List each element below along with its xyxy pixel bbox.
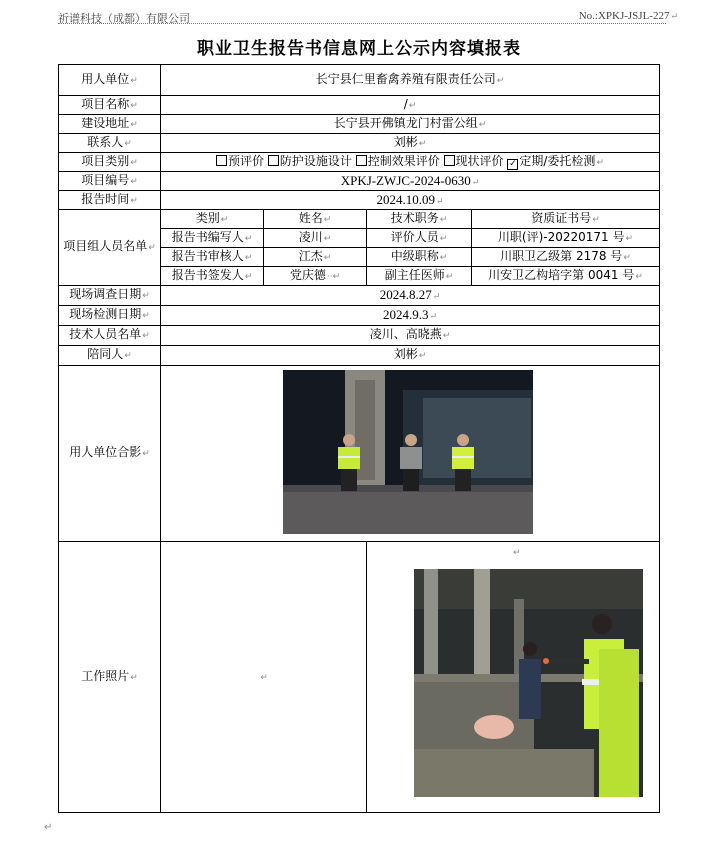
label-project-name: 项目名称↵ — [59, 96, 161, 115]
team-header-title: 技术职务↵ — [367, 210, 472, 229]
paragraph-mark: ↵ — [44, 822, 53, 833]
option-control-effect[interactable]: 控制效果评价 — [356, 154, 440, 168]
label-employer: 用人单位↵ — [59, 65, 161, 96]
label-group-photo: 用人单位合影↵ — [59, 366, 161, 542]
group-photo-illustration — [283, 370, 533, 534]
row-project-name — [59, 96, 660, 115]
label-contact: 联系人↵ — [59, 134, 161, 153]
header-divider — [58, 23, 666, 24]
team-cert: 川职(评)-20220171 号↵ — [472, 229, 660, 248]
team-title: 评价人员↵ — [367, 229, 472, 248]
label-team: 项目组人员名单↵ — [59, 210, 161, 286]
value-address: 长宁县开佛镇龙门村雷公组↵ — [161, 115, 660, 134]
team-header-role: 类别↵ — [161, 210, 264, 229]
team-name: 党庆德··↵ — [264, 267, 367, 286]
team-title: 中级职称↵ — [367, 248, 472, 267]
team-title: 副主任医师↵ — [367, 267, 472, 286]
value-report-time: 2024.10.09↵ — [161, 191, 660, 210]
value-project-name: /↵ — [161, 96, 660, 115]
row-work-photo — [59, 542, 660, 813]
row-survey-date — [59, 286, 660, 306]
option-protection-design[interactable]: 防护设施设计 — [268, 154, 352, 168]
team-name: 江杰↵ — [264, 248, 367, 267]
team-role: 报告书签发人↵ — [161, 267, 264, 286]
team-header-name: 姓名↵ — [264, 210, 367, 229]
label-survey-date: 现场调查日期↵ — [59, 286, 161, 306]
value-employer: 长宁县仁里畜禽养殖有限责任公司↵ — [161, 65, 660, 96]
team-cert: 川安卫乙构培字第 0041 号↵ — [472, 267, 660, 286]
work-photo-image — [414, 569, 643, 797]
option-status-evaluation[interactable]: 现状评价 — [444, 154, 504, 168]
checkbox-icon[interactable] — [216, 155, 227, 166]
header-company: 祈谱科技（成都）有限公司 — [58, 12, 190, 25]
row-project-no — [59, 172, 660, 191]
value-project-no: XPKJ-ZWJC-2024-0630↵ — [161, 172, 660, 191]
work-photo-cell-left: ↵ — [161, 542, 367, 813]
team-name: 凌川↵ — [264, 229, 367, 248]
group-photo-cell — [161, 366, 660, 542]
row-group-photo — [59, 366, 660, 542]
group-photo-image — [283, 370, 533, 534]
row-contact — [59, 134, 660, 153]
label-address: 建设地址↵ — [59, 115, 161, 134]
label-category: 项目类别↵ — [59, 153, 161, 172]
value-test-date: 2024.9.3↵ — [161, 306, 660, 326]
label-test-date: 现场检测日期↵ — [59, 306, 161, 326]
label-escort: 陪同人↵ — [59, 346, 161, 366]
label-tech-staff: 技术人员名单↵ — [59, 326, 161, 346]
option-periodic-testing[interactable]: ✓ 定期/委托检测 — [509, 153, 596, 169]
row-report-time — [59, 191, 660, 210]
team-header-cert: 资质证书号↵ — [472, 210, 660, 229]
work-photo-illustration — [414, 569, 643, 797]
value-contact: 刘彬↵ — [161, 134, 660, 153]
checkbox-icon[interactable] — [444, 155, 455, 166]
option-pre-evaluation[interactable]: 预评价 — [216, 154, 264, 168]
label-project-no: 项目编号↵ — [59, 172, 161, 191]
checkbox-icon[interactable] — [268, 155, 279, 166]
header-doc-no: No.:XPKJ-JSJL-227↵ — [578, 10, 678, 22]
row-address — [59, 115, 660, 134]
row-tech-staff — [59, 326, 660, 346]
work-photo-cell-right — [367, 542, 660, 813]
info-form-table — [58, 64, 660, 813]
value-escort: 刘彬↵ — [161, 346, 660, 366]
team-cert: 川职卫乙级第 2178 号↵ — [472, 248, 660, 267]
team-role: 报告书审核人↵ — [161, 248, 264, 267]
checkbox-icon[interactable] — [356, 155, 367, 166]
row-employer — [59, 65, 660, 96]
page-title: 职业卫生报告书信息网上公示内容填报表 — [197, 39, 521, 59]
row-escort — [59, 346, 660, 366]
checkbox-checked-icon[interactable]: ✓ — [509, 158, 517, 169]
paragraph-mark: ↵ — [513, 548, 521, 558]
value-survey-date: 2024.8.27↵ — [161, 286, 660, 306]
label-work-photo: 工作照片↵ — [59, 542, 161, 813]
team-role: 报告书编写人↵ — [161, 229, 264, 248]
row-category — [59, 153, 660, 172]
label-report-time: 报告时间↵ — [59, 191, 161, 210]
value-category: 预评价 防护设施设计 控制效果评价 现状评价 ✓ 定期/委托检测↵ — [161, 153, 660, 172]
value-tech-staff: 凌川、高晓燕↵ — [161, 326, 660, 346]
row-test-date — [59, 306, 660, 326]
team-header-row — [59, 210, 660, 229]
